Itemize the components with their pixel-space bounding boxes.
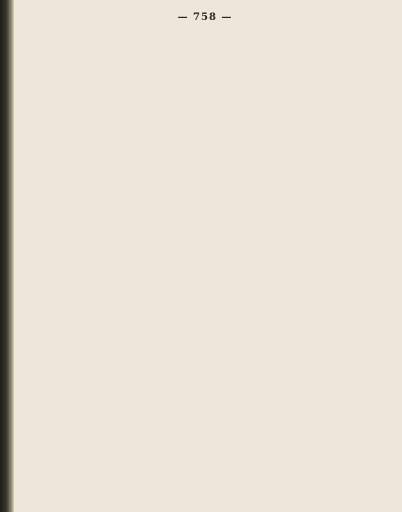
page-number: — 758 — (177, 11, 233, 23)
text-columns (24, 30, 390, 502)
page-header (22, 10, 388, 24)
right-column (212, 30, 390, 502)
book-binding-edge (0, 0, 14, 512)
left-column (24, 30, 202, 502)
